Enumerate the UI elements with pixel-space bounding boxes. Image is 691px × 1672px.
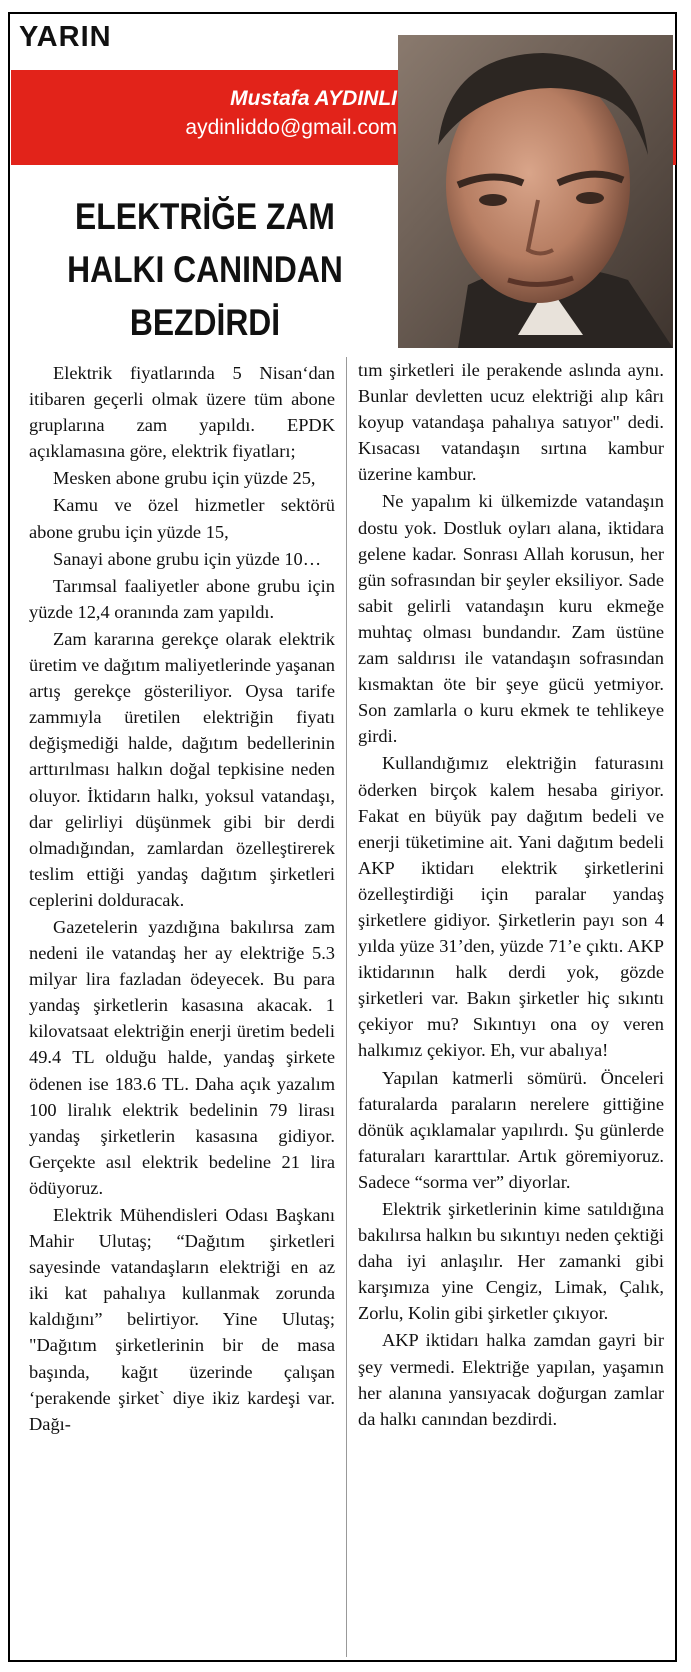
author-name: Mustafa AYDINLI <box>230 87 397 110</box>
newspaper-column <box>11 15 676 1659</box>
article-column-2 <box>358 357 664 1433</box>
paragraph: Tarımsal faaliyetler abone grubu için yüzde 12,4 oranında zam yapıldı. <box>29 575 335 622</box>
author-photo <box>398 35 673 348</box>
newspaper-name: YARIN <box>19 21 112 53</box>
paragraph: AKP iktidarı halka zamdan gayri bir şey vermedi. Elektriğe yapılan, yaşamın her alanına yansıyacak doğurgan zamlar da halkı canından bezdirdi. <box>358 1330 664 1429</box>
paragraph: Elektrik Mühendisleri Odası Başkanı Mahir Ulutaş; “Dağıtım şirketleri sayesinde vatandaşların elektriği en az iki kat pahalıya kullanmak zorunda kaldığını” belirtiyor. Yine Ulutaş; "Dağıtım şirketlerinin bir de masa başında, kağıt üzerinde çalışan ‘perakende şirket` diye ikiz kardeşi var. Dağı- <box>29 1205 335 1434</box>
author-portrait-image <box>398 35 673 348</box>
paragraph: Zam kararına gerekçe olarak elektrik üretim ve dağıtım maliyetlerinde yaşanan artış gerekçe gösteriliyor. Oysa tarife zammıyla üretilen elektriğin fiyatı değişmediği halde, dağıtım bedellerinin arttırılması halkın doğal tepkisine neden oluyor. İktidarın halkı, yoksul vatandaşı, dar gelirliyi düşünmek gibi bir derdi olmadığından, zamlardan özelleştirerek teslim ettiği yandaş dağıtım şirketleri ceplerini dolduracak. <box>29 628 335 910</box>
paragraph: Sanayi abone grubu için yüzde 10… <box>53 548 322 569</box>
paragraph: Yapılan katmerli sömürü. Önceleri faturalarda paraların nerelere gittiğine dönük açıklamalar yapılırdı. Şu günlerde faturaları kararttılar. Artık göremiyoruz. Sadece “sorma ver” diyorlar. <box>358 1067 664 1192</box>
column-divider <box>346 357 347 1657</box>
article-headline <box>50 190 360 349</box>
headline-line-2: HALKI CANINDAN <box>67 249 343 290</box>
paragraph: Gazetelerin yazdığına bakılırsa zam nedeni ile vatandaş her ay elektriğe 5.3 milyar lira fazladan ödeyecek. Bu para yandaş şirketlerin kasasına akacak. 1 kilovatsaat elektriğin enerji üretim bedeli 49.4 TL olduğu halde, yandaş şirkete ödenen ise 183.6 TL. Daha açık yazalım 100 liralık elektrik bedelinin 79 lirası yandaş şirketlerin kasasına gidiyor. Gerçekte asıl elektrik bedeline 21 lira ödüyoruz. <box>29 916 335 1198</box>
paragraph: Kamu ve özel hizmetler sektörü abone grubu için yüzde 15, <box>29 495 335 542</box>
paragraph: Elektrik fiyatlarında 5 Nisan‘dan itibaren geçerli olmak üzere tüm abone gruplarına zam yapıldı. EPDK açıklamasına göre, elektrik fiyatları; <box>29 363 335 462</box>
author-email: aydinliddo@gmail.com <box>185 116 397 139</box>
paragraph: Mesken abone grubu için yüzde 25, <box>53 468 316 489</box>
article-column-1 <box>29 360 335 1438</box>
headline-line-1: ELEKTRİĞE ZAM <box>75 196 335 237</box>
headline-line-3: BEZDİRDİ <box>129 302 281 343</box>
paragraph: tım şirketleri ile perakende aslında aynı. Bunlar devletten ucuz elektriği alıp kârı koyup vatandaşa pahalıya satıyor" dedi. Kısacası vatandaşın sırtına kambur üzerine kambur. <box>358 360 664 485</box>
paragraph: Elektrik şirketlerinin kime satıldığına bakılırsa halkın bu sıkıntıyı neden çektiği daha iyi anlaşılır. Her zamanki gibi karşımıza yine Cengiz, Limak, Çalık, Zorlu, Kolin gibi şirketler çıkıyor. <box>358 1199 664 1324</box>
paragraph: Ne yapalım ki ülkemizde vatandaşın dostu yok. Dostluk oyları alana, iktidara gelene kadar. Sonrası Allah korusun, her gün sofrasından bir şeyler eksiliyor. Sade sabit gelirli vatandaşın kuru ekmeğe muhtaç olması bundandır. Zam üstüne zam saldırısı ile vatandaşın sofrasından kısmaktan öte bir şeye gücü yetmiyor. Son zamlarla o kuru ekmek te tehlikeye girdi. <box>358 491 664 747</box>
paragraph: Kullandığımız elektriğin faturasını öderken birçok kalem hesaba giriyor. Fakat en büyük pay dağıtım bedeli ve enerji tüketimine ait. Yani dağıtım bedeli AKP iktidarı elektrik şirketlerini özelleştirdiği için paralar yandaş şirketlere gidiyor. Şirketlerin payı son 4 yılda yüze 31’den, yüzde 71’e çıktı. AKP iktidarının halk derdi yok, gözde şirketleri var. Bakın şirketler hiç sıkıntı çekiyor mu? Sıkıntıyı ona oy veren halkımız çekiyor. Eh, vur abalıya! <box>358 753 664 1061</box>
